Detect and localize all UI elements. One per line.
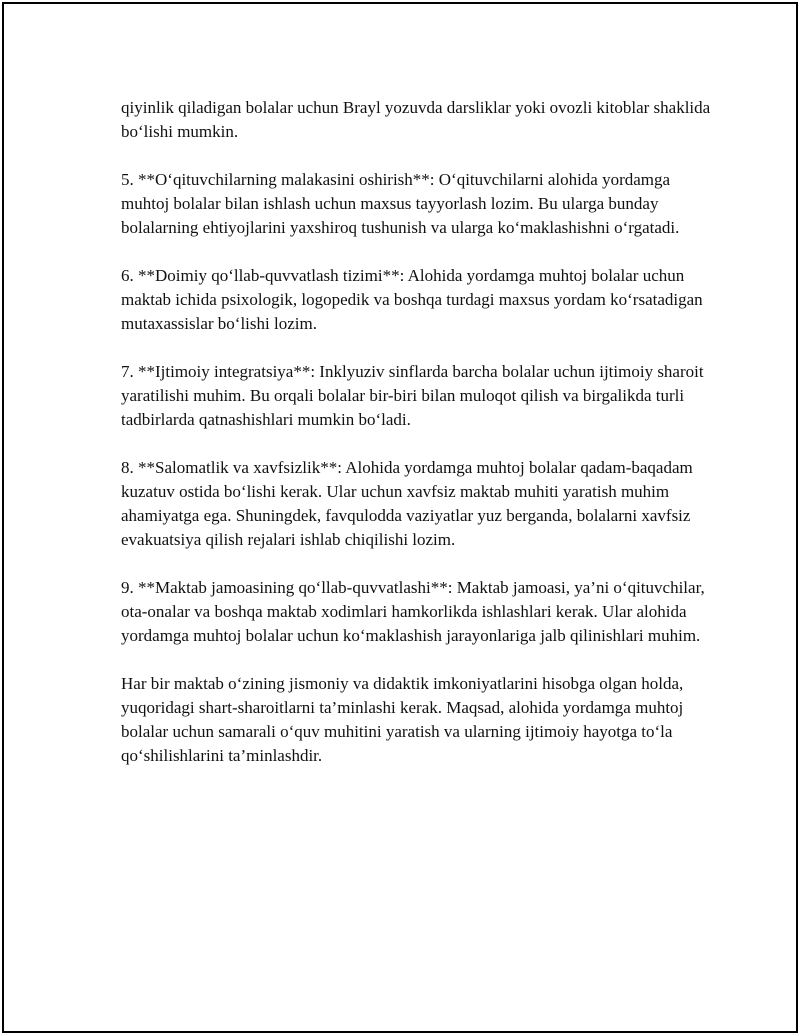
- paragraph-conclusion: Har bir maktab o‘zining jismoniy va didaktik imkoniyatlarini hisobga olgan holda, yuqoridagi shart-sharoitlarni ta’minlashi kerak. Maqsad, alohida yordamga muhtoj bolalar uchun samarali o‘quv muhitini yaratish va ularning ijtimoiy hayotga to‘la qo‘shilishlarini ta’minlashdir.: [121, 674, 684, 765]
- page-frame: [2, 2, 798, 1033]
- paragraph-item-8: 8. **Salomatlik va xavfsizlik**: Alohida yordamga muhtoj bolalar qadam-baqadam kuzatuv ostida bo‘lishi kerak. Ular uchun xavfsiz maktab muhiti yaratish muhim ahamiyatga ega. Shuningdek, favqulodda vaziyatlar yuz berganda, bolalarni xavfsiz evakuatsiya qilish rejalari ishlab chiqilishi lozim.: [121, 458, 693, 549]
- paragraph-item-7: 7. **Ijtimoiy integratsiya**: Inklyuziv sinflarda barcha bolalar uchun ijtimoiy sharoit yaratilishi muhim. Bu orqali bolalar bir-biri bilan muloqot qilish va birgalikda turli tadbirlarda qatnashishlari mumkin bo‘ladi.: [121, 362, 704, 429]
- document-body: [121, 96, 721, 792]
- paragraph-item-9: 9. **Maktab jamoasining qo‘llab-quvvatlashi**: Maktab jamoasi, ya’ni o‘qituvchilar, ota-onalar va boshqa maktab xodimlari hamkorlikda ishlashlari kerak. Ular alohida yordamga muhtoj bolalar uchun ko‘maklashish jarayonlariga jalb qilinishlari muhim.: [121, 578, 705, 645]
- paragraph-item-6: 6. **Doimiy qo‘llab-quvvatlash tizimi**: Alohida yordamga muhtoj bolalar uchun maktab ichida psixologik, logopedik va boshqa turdagi maxsus yordam ko‘rsatadigan mutaxassislar bo‘lishi lozim.: [121, 266, 703, 333]
- paragraph-item-5: 5. **O‘qituvchilarning malakasini oshirish**: O‘qituvchilarni alohida yordamga muhtoj bolalar bilan ishlash uchun maxsus tayyorlash lozim. Bu ularga bunday bolalarning ehtiyojlarini yaxshiroq tushunish va ularga ko‘maklashishni o‘rgatadi.: [121, 170, 680, 237]
- paragraph-intro: qiyinlik qiladigan bolalar uchun Brayl yozuvda darsliklar yoki ovozli kitoblar shaklida bo‘lishi mumkin.: [121, 98, 711, 141]
